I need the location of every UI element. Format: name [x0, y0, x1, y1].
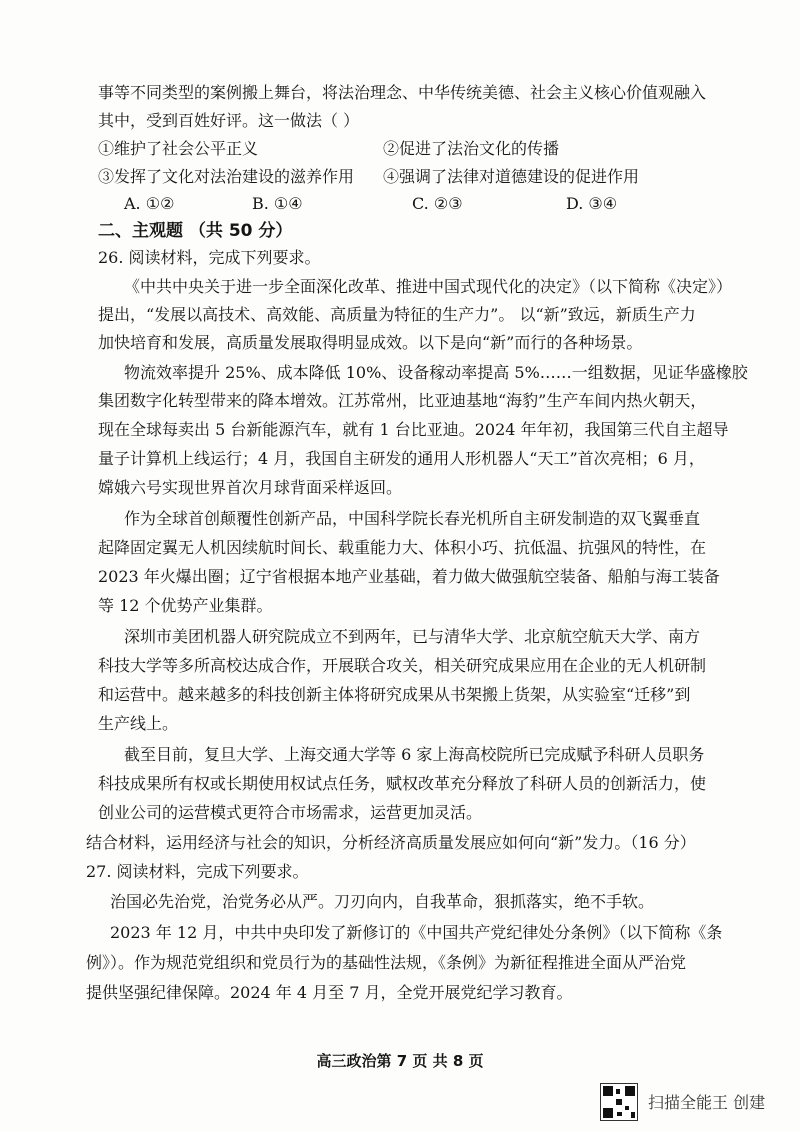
section-heading: 二、主观题 （共 50 分） — [98, 221, 293, 241]
statement-4: ④强调了法律对道德建设的促进作用 — [383, 167, 640, 186]
paragraph-line: 提出，“发展以高技术、高效能、高质量为特征的生产力”。 以“新”致远，新质生产力 — [98, 305, 696, 324]
paragraph-line: 科技成果所有权或长期使用权试点任务，赋权改革充分释放了科研人员的创新活力，使 — [98, 774, 707, 793]
paragraph-line: 等 12 个优势产业集群。 — [98, 596, 273, 615]
paragraph-line: 嫦娥六号实现世界首次月球背面采样返回。 — [98, 478, 403, 497]
question-27-title: 27. 阅读材料，完成下列要求。 — [86, 862, 309, 881]
paragraph-line: 截至目前，复旦大学、上海交通大学等 6 家上海高校院所已完成赋予科研人员职务 — [124, 745, 705, 764]
paragraph-line: 2023 年火爆出圈；辽宁省根据本地产业基础，着力做大做强航空装备、船舶与海工装备 — [98, 567, 720, 586]
paragraph-line: 集团数字化转型带来的降本增效。江苏常州，比亚迪基地“海豹”生产车间内热火朝天， — [98, 391, 707, 410]
paragraph-line: 深圳市美团机器人研究院成立不到两年，已与清华大学、北京航空航天大学、南方 — [124, 627, 701, 646]
paragraph-line: 《中共中央关于进一步全面深化改革、推进中国式现代化的决定》（以下简称《决定》） — [124, 277, 733, 296]
paragraph-line: 生产线上。 — [98, 714, 179, 733]
paragraph-line: 起降固定翼无人机因续航时间长、载重能力大、体积小巧、抗低温、抗强风的特性，在 — [98, 538, 707, 557]
scanner-watermark: 扫描全能王 创建 — [648, 1093, 766, 1112]
text-line: 事等不同类型的案例搬上舞台，将法治理念、中华传统美德、社会主义核心价值观融入 — [98, 83, 707, 102]
paragraph-line: 现在全球每卖出 5 台新能源汽车，就有 1 台比亚迪。2024 年年初，我国第三代自主超导 — [98, 420, 729, 439]
paragraph-line: 治国必先治党，治党务必从严。刀刃向内，自我革命，狠抓落实，绝不手软。 — [110, 892, 655, 911]
choice-d: D. ③④ — [566, 194, 618, 213]
choice-c: C. ②③ — [412, 194, 463, 213]
question-stem-line: 其中，受到百姓好评。这一做法（ ） — [98, 111, 360, 130]
paragraph-line: 量子计算机上线运行；4 月，我国自主研发的通用人形机器人“天工”首次亮相；6 月， — [98, 449, 705, 468]
question-26-prompt: 结合材料，运用经济与社会的知识，分析经济高质量发展应如何向“新”发力。（16 分） — [86, 833, 696, 852]
choice-a: A. ①② — [124, 194, 175, 213]
statement-2: ②促进了法治文化的传播 — [383, 139, 560, 158]
question-26-title: 26. 阅读材料，完成下列要求。 — [98, 248, 321, 267]
paragraph-line: 加快培育和发展，高质量发展取得明显成效。以下是向“新”而行的各种场景。 — [98, 333, 643, 352]
paragraph-line: 例》）。作为规范党组织和党员行为的基础性法规，《条例》为新征程推进全面从严治党 — [86, 953, 687, 972]
paragraph-line: 科技大学等多所高校达成合作，开展联合攻关，相关研究成果应用在企业的无人机研制 — [98, 656, 707, 675]
paragraph-line: 创业公司的运营模式更符合市场需求，运营更加灵活。 — [98, 803, 483, 822]
qr-code-icon — [600, 1083, 638, 1121]
statement-1: ①维护了社会公平正义 — [98, 139, 259, 158]
paragraph-line: 提供坚强纪律保障。2024 年 4 月至 7 月，全党开展党纪学习教育。 — [86, 983, 573, 1002]
paragraph-line: 作为全球首创颠覆性创新产品，中国科学院长春光机所自主研发制造的双飞翼垂直 — [124, 509, 701, 528]
statement-3: ③发挥了文化对法治建设的滋养作用 — [98, 167, 355, 186]
page-footer: 高三政治第 7 页 共 8 页 — [316, 1052, 484, 1070]
paragraph-line: 物流效率提升 25%、成本降低 10%、设备稼动率提高 5%……一组数据，见证华盛橡胶 — [124, 363, 748, 382]
paragraph-line: 2023 年 12 月，中共中央印发了新修订的《中国共产党纪律处分条例》（以下简称《条 — [110, 923, 723, 942]
paragraph-line: 和运营中。越来越多的科技创新主体将研究成果从书架搬上货架，从实验室“迁移”到 — [98, 685, 691, 704]
choice-b: B. ①④ — [252, 194, 303, 213]
